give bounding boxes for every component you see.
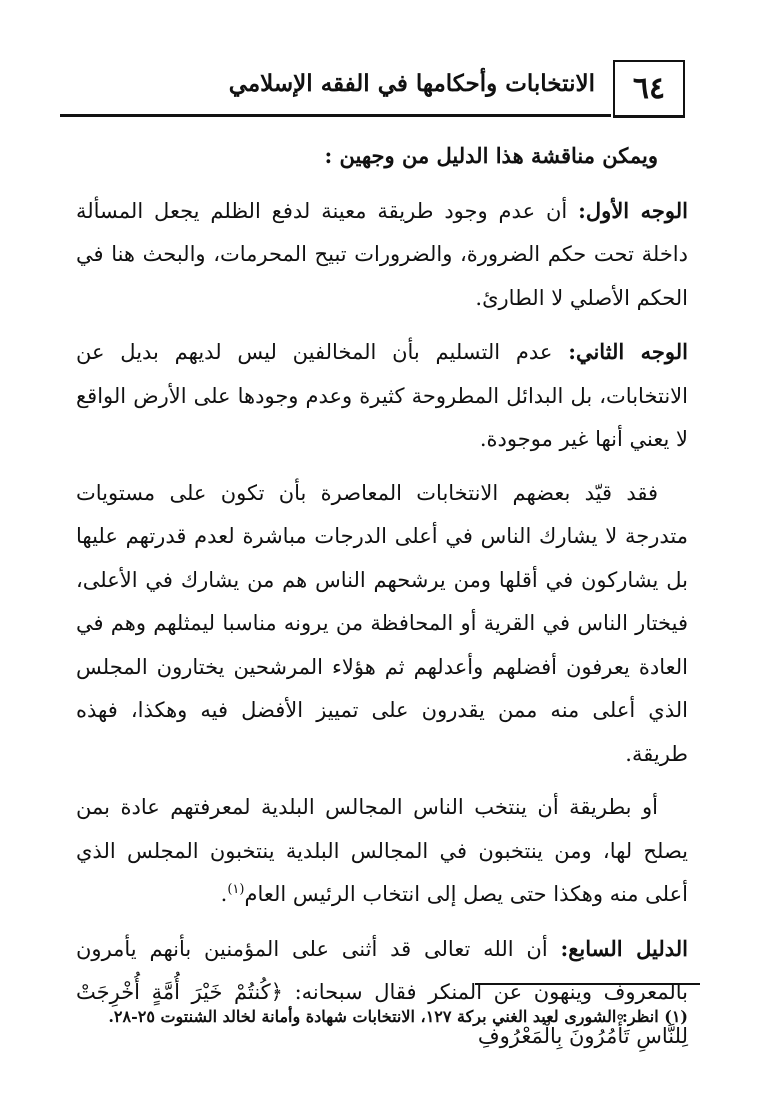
- paragraph-municipal-councils: [76, 786, 688, 917]
- footnote: (١) انظر: الشورى لعبد الغني بركة ١٢٧، الانتخابات شهادة وأمانة لخالد الشنتوت ٢٥-٢٨.: [108, 1007, 688, 1026]
- header-rule: [60, 114, 611, 117]
- footnote-marker[interactable]: (١): [227, 882, 245, 897]
- main-text: [76, 134, 688, 1058]
- page-number: ٦٤: [613, 60, 685, 118]
- footnote-separator: [475, 983, 700, 985]
- running-title: الانتخابات وأحكامها في الفقه الإسلامي: [228, 70, 595, 97]
- seventh-evidence-heading: الدليل السابع:: [560, 935, 688, 961]
- paragraph-tiered-elections: [76, 472, 688, 777]
- paragraph-intro: [76, 134, 688, 179]
- municipal-councils-text: أو بطريقة أن ينتخب الناس المجالس البلدية لمعرفتهم عادة بمن يصلح لها، ومن ينتخبون في المجالس البلدية ينتخبون المجلس الذي أعلى منه وهكذا حتى يصل إلى انتخاب الرئيس العام: [76, 795, 688, 906]
- paragraph-seventh-evidence: [76, 927, 688, 1059]
- paragraph-aspect-two: [76, 330, 688, 462]
- tiered-elections-text: فقد قيّد بعضهم الانتخابات المعاصرة بأن تكون على مستويات متدرجة لا يشارك الناس في أعلى الدرجات مباشرة لعدم قدرتهم عليها بل يشاركون في أقلها ومن يرشحهم الناس هم من يشارك في الأعلى، فيختار الناس في القرية أو المحافظة من يرونه مناسبا ليمثلهم وهم في العادة يعرفون أفضلهم وأعدلهم ثم هؤلاء المرشحين يختارون المجلس الذي أعلى منه ممن يقدرون على تمييز الأفضل فيه وهكذا، فهذه طريقة.: [76, 480, 688, 766]
- aspect-two-text: عدم التسليم بأن المخالفين ليس لديهم بديل عن الانتخابات، بل البدائل المطروحة كثيرة وعدم وجودها على الأرض الواقع لا يعني أنها غير موجودة.: [76, 340, 688, 451]
- aspect-two-heading: الوجه الثاني:: [568, 339, 688, 364]
- aspect-one-text: أن عدم وجود طريقة معينة لدفع الظلم يجعل المسألة داخلة تحت حكم الضرورة، والضرورات تبيح المحرمات، والبحث هنا في الحكم الأصلي لا الطارئ.: [76, 198, 688, 310]
- intro-text: ويمكن مناقشة هذا الدليل من وجهين :: [324, 143, 658, 168]
- seventh-evidence-text: أن الله تعالى قد أثنى على المؤمنين بأنهم يأمرون بالمعروف وينهون عن المنكر فقال سبحانه:: [76, 936, 689, 1004]
- quran-verse: ﴿كُنتُمْ خَيْرَ أُمَّةٍ أُخْرِجَتْ لِلنَّاسِ تَأْمُرُونَ بِالْمَعْرُوفِ: [76, 980, 688, 1048]
- aspect-one-heading: الوجه الأول:: [578, 197, 688, 223]
- page-header: [60, 60, 685, 120]
- paragraph-aspect-one: [76, 189, 688, 321]
- municipal-councils-end: .: [220, 882, 228, 906]
